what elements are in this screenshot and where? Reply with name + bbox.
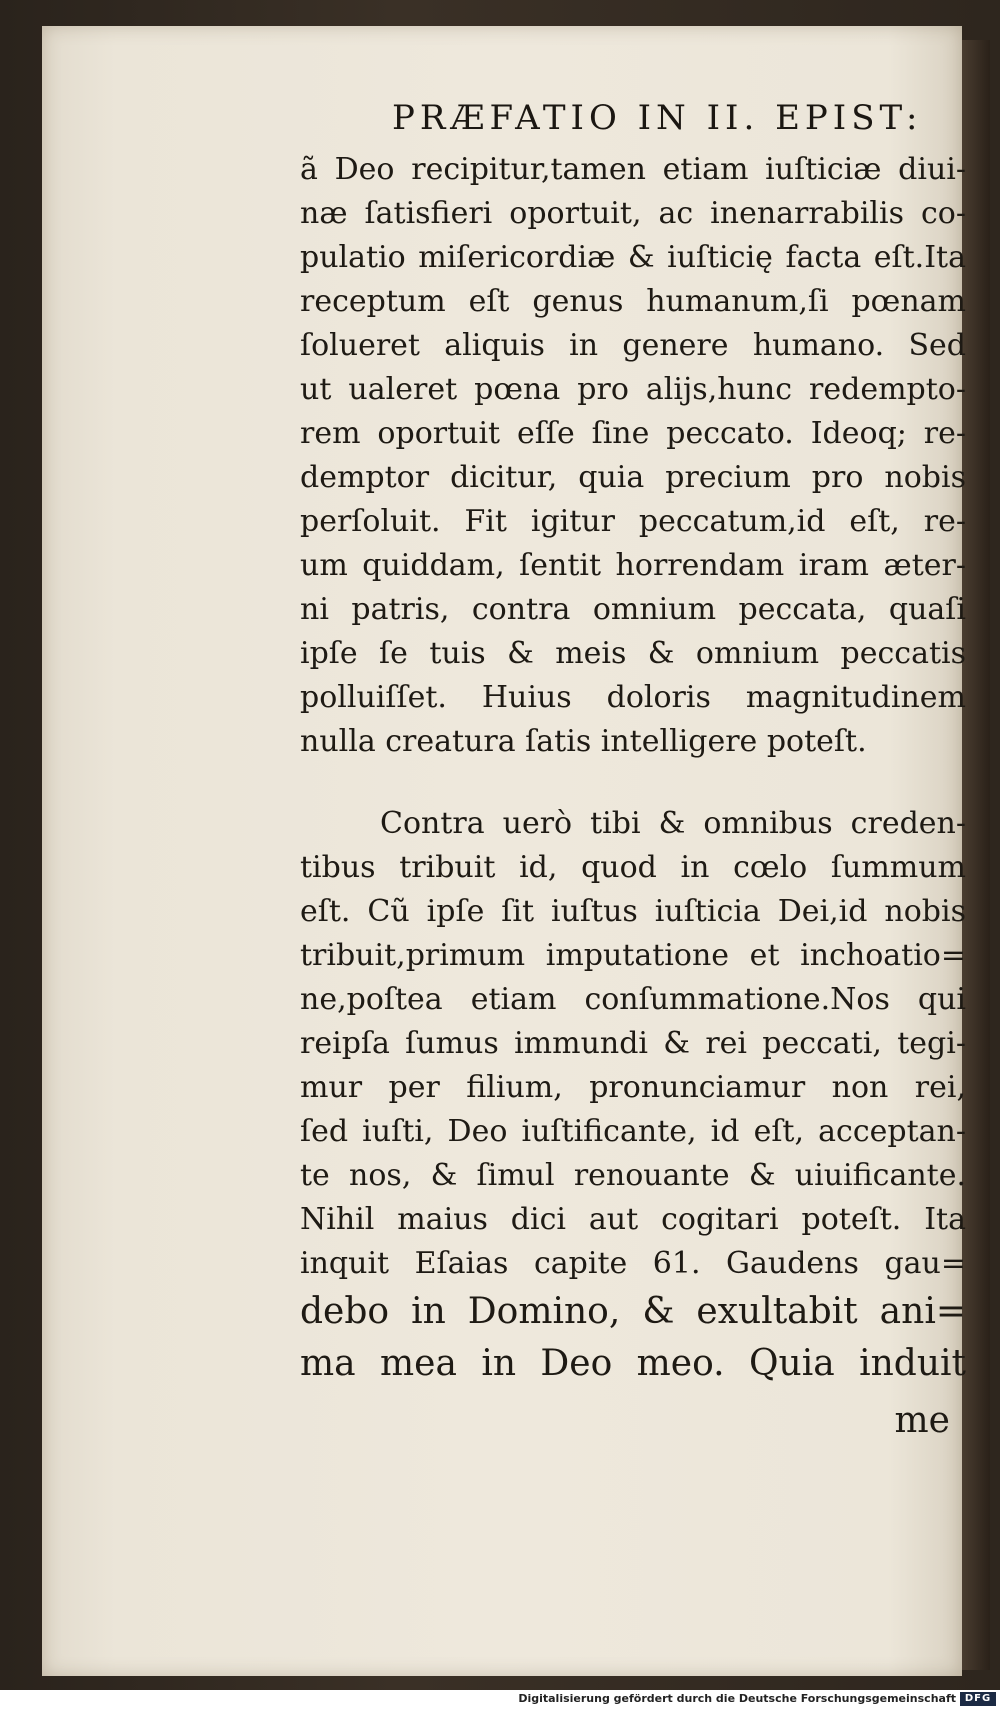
text-line: ut ualeret pœna pro alijs,hunc redempto-: [300, 372, 966, 407]
dfg-logo: DFG: [960, 1692, 996, 1706]
paragraph-gap: [300, 764, 966, 802]
text-line: ni patris, contra omnium peccata, quaſi: [300, 592, 966, 627]
text-line: pulatio miſericordiæ & iuſticię facta eſt.Ita: [300, 240, 966, 275]
text-line: mur per filium, pronunciamur non rei,: [300, 1070, 966, 1105]
text-line: ſed iuſti, Deo iuſtificante, id eſt, acceptan-: [300, 1114, 966, 1149]
text-line: ne,poſtea etiam conſummatione.Nos qui: [300, 982, 966, 1017]
catchword: me: [894, 1400, 950, 1441]
text-line: um quiddam, ſentit horrendam iram æter-: [300, 548, 966, 583]
text-line: Nihil maius dici aut cogitari poteſt. Ita: [300, 1202, 966, 1237]
text-line: demptor dicitur, quia precium pro nobis: [300, 460, 966, 495]
text-line: inquit Eſaias capite 61. Gaudens gau=: [300, 1246, 966, 1281]
text-line: nulla creatura ſatis intelligere poteſt.: [300, 724, 867, 759]
text-line: rem oportuit eſſe ſine peccato. Ideoq; re-: [300, 416, 966, 451]
text-line: ã Deo recipitur,tamen etiam iuſticiæ diui-: [300, 152, 966, 187]
text-line: te nos, & ſimul renouante & uiuificante.: [300, 1158, 966, 1193]
text-line: polluiſſet. Huius doloris magnitudinem: [300, 680, 966, 715]
text-line: Contra uerò tibi & omnibus creden-: [380, 806, 966, 841]
body-text: [300, 148, 966, 1390]
text-line: debo in Domino, & exultabit ani=: [300, 1291, 966, 1332]
funding-credit: Digitalisierung gefördert durch die Deutsche Forschungsgemeinschaft: [518, 1692, 956, 1705]
text-line: reipſa ſumus immundi & rei peccati, tegi-: [300, 1026, 966, 1061]
text-line: ipſe ſe tuis & meis & omnium peccatis: [300, 636, 966, 671]
text-line: receptum eſt genus humanum,ſi pœnam: [300, 284, 966, 319]
text-line: tibus tribuit id, quod in cœlo ſummum: [300, 850, 966, 885]
digitization-footer: [0, 1690, 1000, 1710]
text-line: tribuit,primum imputatione et inchoatio=: [300, 938, 966, 973]
running-head: PRÆFATIO IN II. EPIST:: [392, 98, 923, 138]
text-line: næ ſatisfieri oportuit, ac inenarrabilis co-: [300, 196, 966, 231]
text-line: eſt. Cũ ipſe ſit iuſtus iuſticia Dei,id nobis: [300, 894, 966, 929]
text-line: ſolueret aliquis in genere humano. Sed: [300, 328, 966, 363]
text-line: perſoluit. Fit igitur peccatum,id eſt, re-: [300, 504, 966, 539]
page-edge: [962, 40, 990, 1670]
text-line: ma mea in Deo meo. Quia induit: [300, 1343, 966, 1384]
